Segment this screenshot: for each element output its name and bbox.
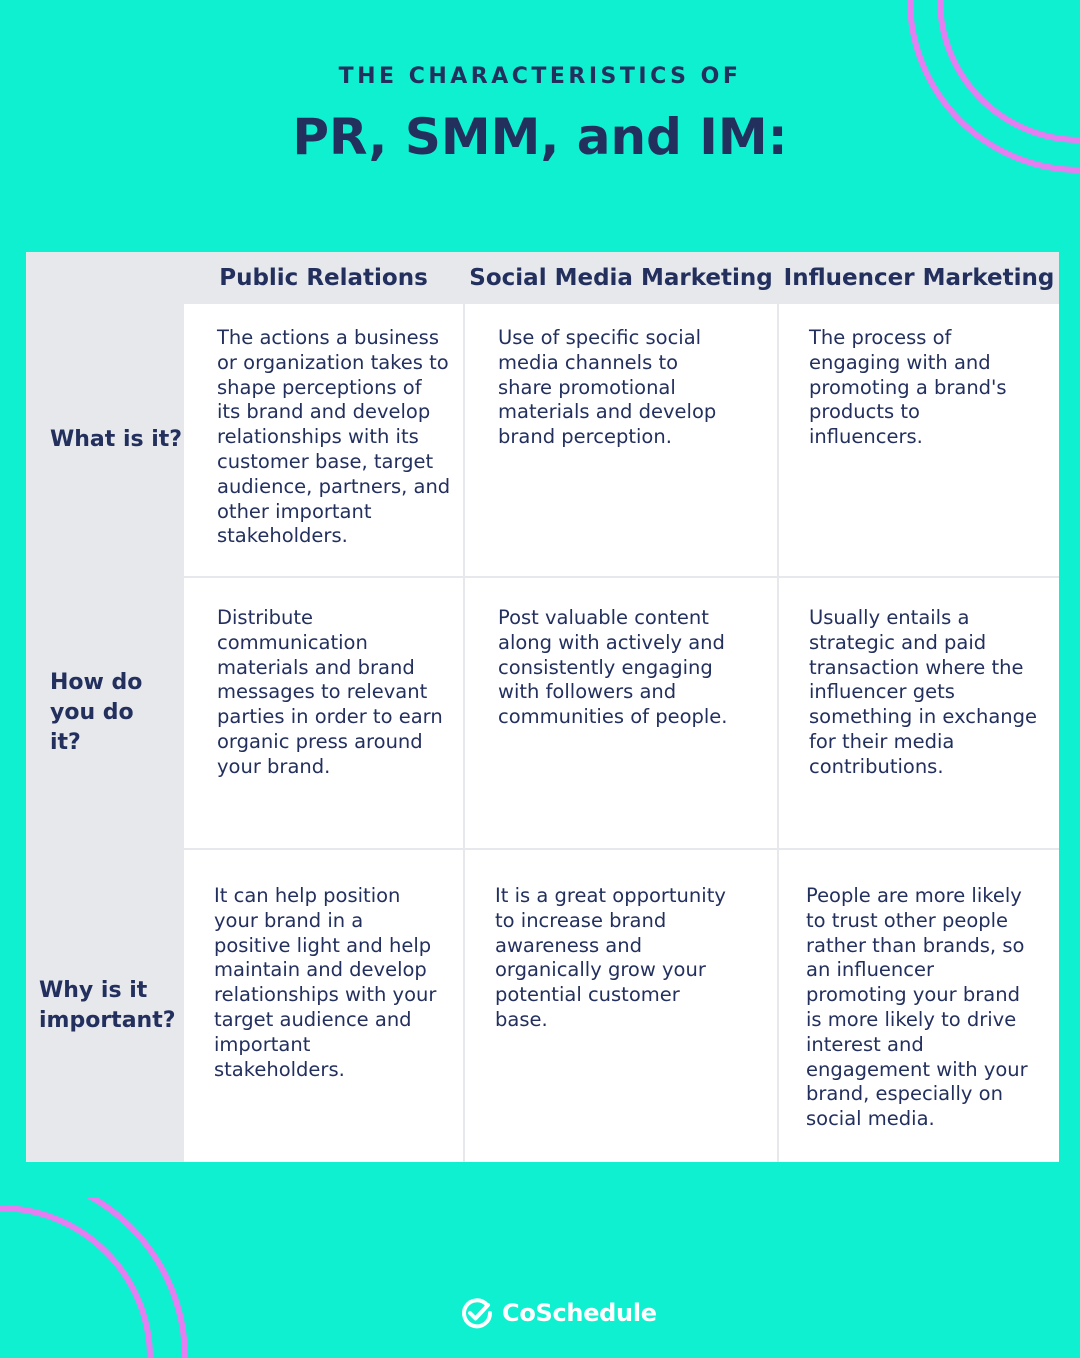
row-label-what: What is it? [50, 427, 183, 452]
eyebrow-heading: THE CHARACTERISTICS OF [338, 64, 742, 89]
table-cell-how-smm: Post valuable content along with actively and consistently engaging with followers and communities of people. [465, 578, 777, 848]
row-label-why: Why is it important? [39, 978, 176, 1033]
decorative-arcs-bottom-left [0, 1198, 200, 1358]
comparison-table [26, 252, 1059, 1162]
table-cell-why-pr: It can help position your brand in a positive light and help maintain and develop relationships with your target audience and important stakeholders. [184, 850, 463, 1162]
row-label-how: How do you do it? [50, 670, 143, 755]
checkmark-circle-icon [460, 1296, 494, 1330]
coschedule-logo [460, 1296, 657, 1330]
table-cell-what-im: The process of engaging with and promoting a brand's products to influencers. [779, 304, 1059, 576]
table-cell-why-smm: It is a great opportunity to increase brand awareness and organically grow your potential customer base. [465, 850, 777, 1162]
table-cell-what-smm: Use of specific social media channels to share promotional materials and develop brand perception. [465, 304, 777, 576]
table-cell-how-im: Usually entails a strategic and paid transaction where the influencer gets something in exchange for their media contributions. [779, 578, 1059, 848]
column-header-social-media-marketing: Social Media Marketing [469, 265, 773, 291]
column-header-influencer-marketing: Influencer Marketing [783, 265, 1055, 291]
table-cell-how-pr: Distribute communication materials and brand messages to relevant parties in order to earn organic press around your brand. [184, 578, 463, 848]
brand-name: CoSchedule [502, 1299, 657, 1327]
table-cell-why-im: People are more likely to trust other people rather than brands, so an influencer promoting your brand is more likely to drive interest and engagement with your brand, especially on social media. [779, 850, 1059, 1162]
table-cell-what-pr: The actions a business or organization takes to shape perceptions of its brand and develop relationships with its customer base, target audience, partners, and other important stakeholders. [184, 304, 463, 576]
column-header-public-relations: Public Relations [219, 265, 428, 291]
page-title: PR, SMM, and IM: [292, 108, 788, 166]
